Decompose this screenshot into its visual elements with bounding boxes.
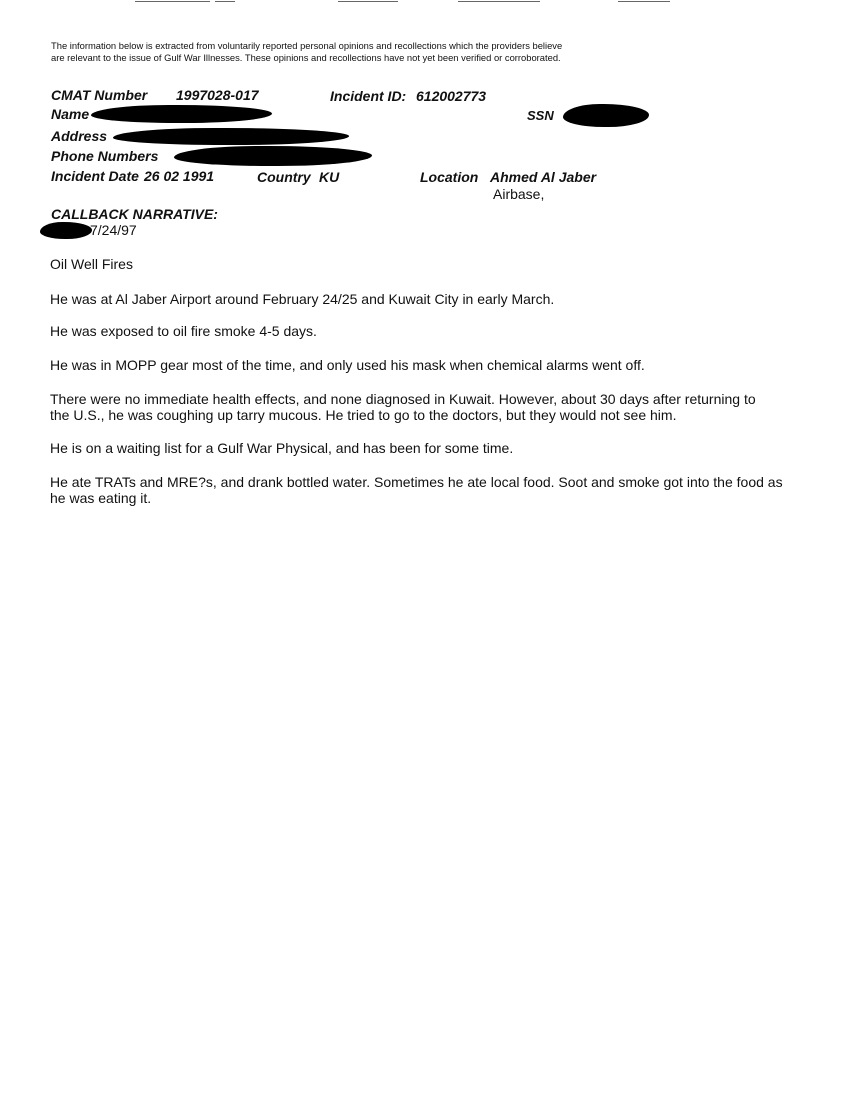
narrative-topic: Oil Well Fires <box>50 256 133 272</box>
address-redaction <box>113 128 349 145</box>
scan-mark <box>618 1 670 2</box>
location-value: Ahmed Al Jaber <box>490 169 597 185</box>
narrative-heading: CALLBACK NARRATIVE: <box>51 206 218 222</box>
narrative-paragraph: He ate TRATs and MRE?s, and drank bottled water. Sometimes he ate local food. Soot and smoke got into the food as he was eating it. <box>50 474 783 506</box>
country-label: Country <box>257 169 311 185</box>
ssn-label: SSN <box>527 108 554 123</box>
country-value: KU <box>319 169 340 185</box>
narrative-paragraph: There were no immediate health effects, and none diagnosed in Kuwait. However, about 30 days after returning to the U.S., he was coughing up tarry mucous. He tried to go to the doctors, but they would not see him. <box>50 391 756 423</box>
scan-mark <box>215 1 235 2</box>
cmat-number-label: CMAT Number <box>51 87 148 103</box>
incident-id-value: 612002773 <box>416 88 487 104</box>
disclaimer-text: The information below is extracted from voluntarily reported personal opinions and recollections which the providers believe are relevant to the issue of Gulf War Illnesses. These opinions and recollections have not yet been verified or corroborated. <box>51 40 563 63</box>
narrative-paragraph: He was exposed to oil fire smoke 4-5 days. <box>50 323 317 339</box>
scan-mark <box>135 1 210 2</box>
incident-id-label: Incident ID: <box>330 88 407 104</box>
name-label: Name <box>51 106 90 122</box>
name-redaction <box>91 105 272 123</box>
narrative-paragraph: He was in MOPP gear most of the time, and only used his mask when chemical alarms went off. <box>50 357 645 373</box>
scan-mark <box>458 1 540 2</box>
caller-redaction <box>40 222 92 239</box>
narrative-paragraph: He was at Al Jaber Airport around February 24/25 and Kuwait City in early March. <box>50 291 555 307</box>
location-label: Location <box>420 169 479 185</box>
location-value-line2: Airbase, <box>493 186 545 202</box>
narrative-date: 7/24/97 <box>90 222 137 238</box>
phone-numbers-label: Phone Numbers <box>51 148 159 164</box>
incident-date-value: 26 02 1991 <box>144 168 215 184</box>
incident-date-label: Incident Date <box>51 168 139 184</box>
scan-mark <box>338 1 398 2</box>
phone-redaction <box>174 146 372 166</box>
ssn-redaction <box>563 104 649 127</box>
narrative-paragraph: He is on a waiting list for a Gulf War Physical, and has been for some time. <box>50 440 514 456</box>
address-label: Address <box>51 128 108 144</box>
cmat-number-value: 1997028-017 <box>176 87 259 103</box>
